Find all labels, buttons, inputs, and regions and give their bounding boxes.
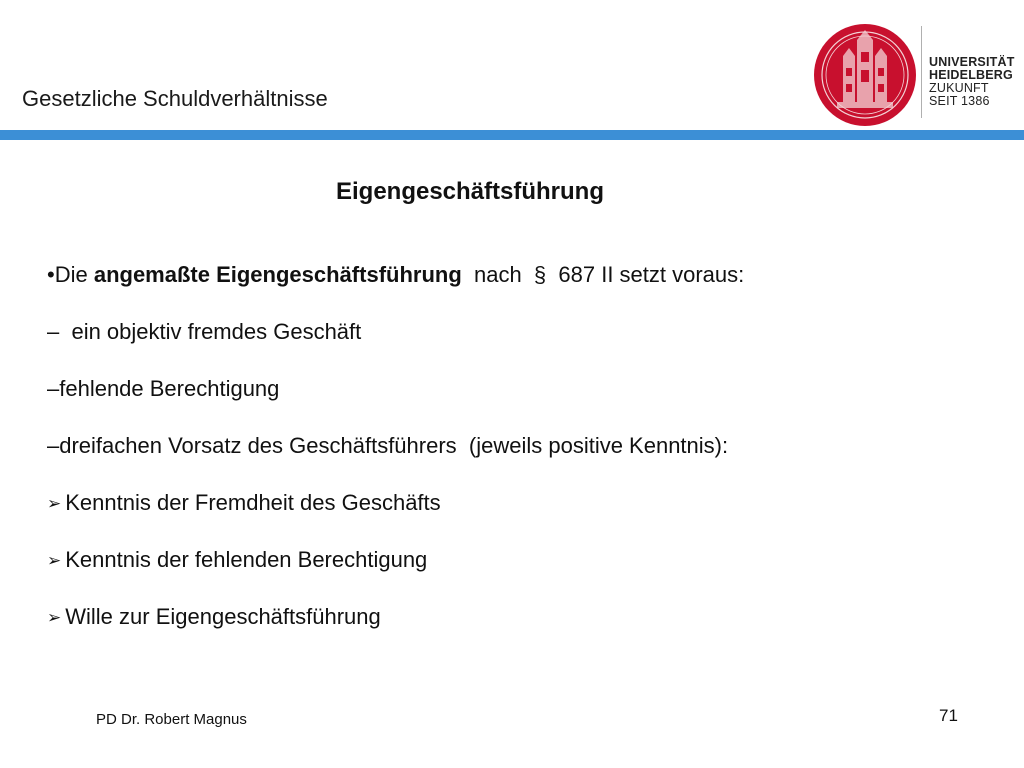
- logo-line-2: HEIDELBERG: [929, 68, 1013, 82]
- logo-line-4: SEIT 1386: [929, 94, 990, 108]
- sub-list-item: [47, 547, 427, 573]
- intro-text-start: Die: [54, 262, 94, 287]
- slide-header-title: Gesetzliche Schuldverhältnisse: [22, 86, 328, 111]
- arrow-bullet-icon: ➢: [47, 608, 62, 627]
- intro-bold-term: angemaßte Eigengeschäftsführung: [93, 262, 462, 287]
- list-item: –fehlende Berechtigung: [47, 376, 280, 401]
- bullet-icon: •: [47, 262, 55, 287]
- university-wordmark: [929, 56, 1015, 108]
- page-number: 71: [939, 706, 958, 725]
- sub-item-text: Kenntnis der fehlenden Berechtigung: [65, 547, 428, 572]
- slide-title: Eigengeschäftsführung: [335, 178, 605, 205]
- sub-list-item: [47, 490, 441, 516]
- header-accent-bar: [0, 130, 1024, 140]
- list-item: – ein objektiv fremdes Geschäft: [47, 319, 362, 344]
- arrow-bullet-icon: ➢: [47, 494, 62, 513]
- sub-list-item: [47, 604, 381, 630]
- footer-author: PD Dr. Robert Magnus: [96, 711, 247, 728]
- university-seal-icon: [812, 22, 918, 128]
- logo-divider: [921, 26, 922, 118]
- logo-line-3: ZUKUNFT: [929, 81, 989, 95]
- arrow-bullet-icon: ➢: [47, 551, 62, 570]
- list-item: –dreifachen Vorsatz des Geschäftsführers (jeweils positive Kenntnis):: [47, 433, 729, 458]
- intro-text-end: nach § 687 II setzt voraus:: [461, 262, 745, 287]
- sub-item-text: Wille zur Eigengeschäftsführung: [65, 604, 381, 629]
- intro-line: [47, 262, 744, 288]
- sub-item-text: Kenntnis der Fremdheit des Geschäfts: [65, 490, 441, 515]
- logo-line-1: UNIVERSITÄT: [929, 55, 1015, 69]
